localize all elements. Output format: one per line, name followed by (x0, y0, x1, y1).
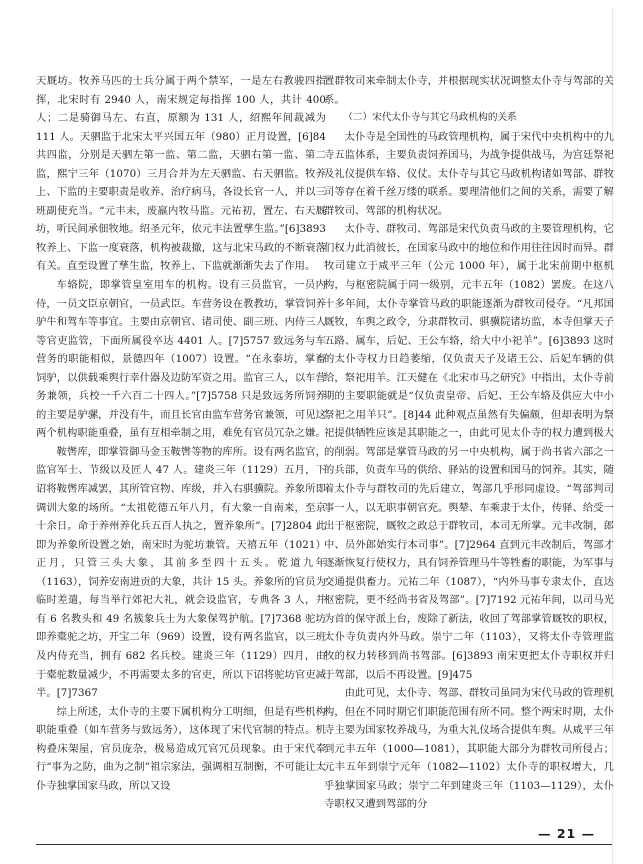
left-para-4: 综上所述，太仆寺的主要下属机构分工明细，但是有些机构职能重叠（如车营务与致远务），这体现了宋代官制的特点。机构叠床架屋，官员庞杂，极易造成冗官冗员现象。由于宋代奉行“事为之防，曲为之制”祖宗家法，强调相互制衡，不可能让太仆寺独掌国家马政，所以又设 (36, 705, 326, 792)
page-number: — 21 — (538, 826, 596, 841)
section-heading: （二）宋代太仆寺与其它马政机构的关系 (343, 112, 517, 124)
right-column (324, 72, 614, 814)
right-para-4: 由此可见，太仆寺、驾部、群牧司虽同为宋代马政的管理机构，但在不同时期它们职能范围有所不同。整个两宋时期，太仆寺主要为国家牧养战马，为重大礼仪场合提供车舆。从咸平三年到元丰五年（1000—1081），其职能大部分为群牧司所侵占；元丰五年到崇宁元年（1082—1102）太仆寺的职权增大，几乎独掌国家马政；崇宁二年到建炎三年（1103—1129），太仆寺职权又遭到驾部的分 (324, 687, 614, 811)
right-para-3: 太仆寺、群牧司、驾部是宋代负责马政的主要管理机构，它们权力此消彼长，在国家马政中的地位和作用往往因时而异。群牧司建立于咸平三年（公元 1000 年），属于北宋前期中枢机构，与枢密院属于同一级别，元丰五年（1082）罢废。在这八十多年间，太仆寺掌管马政的职能逐渐为群牧司侵夺。“凡邦国厩牧，车舆之政令，分隶群牧司、骐骥院诸坊监，本寺但掌天子五路、属车，后妃、王公车辂，给大中小祀羊”。[6]3893 这时的太仆寺权力日趋萎缩，仅负责天子及诸王公、后妃车辆的供给，祭祀用羊。江天健在《北宋市马之研究》中指出，太仆寺前期的主要职能就是“仅负责皇帝、后妃、王公车辂及供应大中小祭祀之用羊只”。[8]44 此种观点虽然有失偏颇，但却表明为祭祀提供牺牲应该是其职能之一，由此可见太仆寺的权力遭到极大的削弱。驾部是掌管马政的另一中央机构，属于尚书省六部之一的兵部，负责车马的供给、驿站的设置和国马的饲养。其实，随着太仆寺与群牧司的先后建立，驾部几乎形同虚设。“驾部判司事一人，以无职事朝官充。舆辇、车乘隶于太仆，传驿、给受一出于枢密院，厩牧之政总于群牧司，本司无所掌。元丰改制，郎中、员外郎始实行本司事”。[7]2964 直到元丰改制后，驾部才逐渐恢复行使权力，具有饲养管理马牛等牲畜的职能，为军事与交通提供畜力。元祐二年（1087），“内外马事专隶太仆，直达枢密院，更不经尚书省及驾部”。[7]7192 元祐年间，以司马光为首的保守派上台，废除了新法，收回了驾部掌管厩牧的职权，太仆寺负责内外马政。崇宁二年（1103），又将太仆寺管理监牧的权力转移到尚书驾部。[6]3893 南宋更把太仆寺职权并归于驾部，以后不再设置。[9]475 (324, 223, 614, 681)
right-para-2: 太仆寺是全国性的马政管理机构，属于宋代中央机构中的九寺五监体系，主要负责饲养国马，为战争提供战马，为宫廷祭祀及礼仪提供车辂、仪仗。太仆寺与其它马政机构诸如驾部、群牧司等存在着千丝万缕的联系。要理清他们之间的关系，需要了解群牧司、驾部的机构状况。 (324, 130, 614, 217)
right-para-1: 置群牧司来牵制太仆寺，并根据现实状况调整太仆寺与驾部的关系。 (324, 75, 614, 106)
left-para-1: 天厩坊。牧养马匹的士兵分属于两个禁军，一是左右教骏四指挥，北宋时有 2940 人，南宋规定每指挥 100 人，共计 400 人；二是骑御马左、右直，原额为 131 人，绍熙年间裁减为 111 人。天驷监于北宋太平兴国五年（980）正月设置，[6]84 共四监，分别是天驷左第一监、第二监，天驷右第一监、第二监，熙宁三年（1070）三月合并为左天驷监、右天驷监。牧养上、下监的主要职责是收养、治疗病马，各设长官一人，并以三班副使充当。“元丰末，废羸内牧马监。元祐初，置左、右天厩坊，听民间承佃牧地。绍圣元年，依元丰法置孳生监。”[6]3893 牧养上、下监一度衰落，机构被裁撤，这与北宋马政的不断衰落有关。直至设置了孳生监，牧养上、下监就渐渐失去了作用。 (36, 75, 326, 273)
footer-rule (36, 844, 612, 845)
left-para-2: 车辂院，即掌管皇室用车的机构。设有三员监官，一员内侍，一员文臣京朝官，一员武臣。车营务设在教教坊，掌管饲养驴牛和驾车等事宜。主要由京朝官、诸司使、副三班、内侍三人等官吏监管，下面所属役卒达 4401 人。[7]5757 致远务与车营务的职能相似，景德四年（1007）设置。“在永泰坊，掌畜饲驴，以供载乘舆行幸什器及边防军资之用。监官三人，以车营务兼领，兵校一千六百二十四人。”[7]5758 只是致远务所饲养的主要是驴骡，并没有牛，而且长官由监车营务官兼领，可见这两个机构职能重叠，虽有互相牵制之用，难免有官员冗杂之嫌。 (36, 279, 326, 440)
left-column (36, 72, 326, 795)
left-para-3: 鞍辔库，即掌管御马金玉鞍辔等物的库所。设有两名监官，监官军士、节级以及匠人 47 人。建炎三年（1129）五月，下诏将鞍辔库减罢，其所管官物、库级，并入右骐骥院。养象所即调训大象的场所。“太祖乾德五年八月，有大象一自南来，至京十余日。命于养州养化兵五百人执之，置养象所”。[7]2804 此即为养象所设置之始，南宋时为驼坊兼管。天禧五年（1021）正月，只管三头大象，其前多至四十五头。乾道九年（1163），饲养安南进贡的大象，共计 15 头。养象所的官员为临时差遣，每当举行郊祀大礼，就会设监官，专典各 3 人，并有 6 名教头和 49 名簇象兵士为大象保驾护航。[7]7368 驼坊即养橐驼之坊，开宝二年（969）设置，设有两名监官，以三班及内侍充当，拥有 682 名兵校。建炎三年（1129）四月，由于橐驼数量减少，不再需要太多的官吏，所以下诏将驼坊官吏减半。[7]7367 (36, 445, 326, 700)
